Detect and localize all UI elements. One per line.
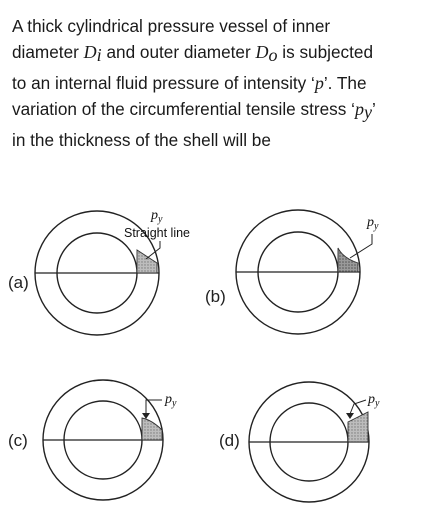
option-a-figure [8,208,190,335]
question-text-part: is subjected [277,41,374,62]
question-text-part: variation of the circumferential tensile stress ‘ [12,98,355,119]
stress-label: $p_y$ [368,392,380,409]
question-text-part: A thick cylindrical pressure vessel of inner [12,16,331,36]
question-text-part: to an internal fluid pressure of intensity ‘ [12,73,315,93]
outer-diameter-symbol: D [255,41,269,62]
arrow-head-icon [346,413,354,419]
stress-subscript: y [363,101,372,122]
stress-symbol: p [354,98,364,119]
leader-line [146,400,162,414]
pressure-symbol: p [314,73,324,93]
straight-line-note: Straight line [124,226,191,240]
inner-diameter-subscript: i [96,44,102,65]
leader-line [146,241,160,259]
stress-distribution [338,248,358,272]
stress-label: $p_y$ [367,215,379,232]
question-text-part: in the thickness of the shell will be [12,130,271,150]
inner-diameter-symbol: D [83,41,97,62]
question-text-part: ’ [371,98,376,119]
stress-distribution [137,250,157,273]
stress-label: $p_y$ [151,208,163,225]
option-b-figure [205,210,379,334]
stress-label: $p_y$ [165,392,177,409]
question-text-part: ’. The [323,73,367,93]
option-c-figure [8,380,177,500]
stress-distribution [142,418,162,440]
option-c-label: (c) [8,431,28,450]
outer-diameter-subscript: o [268,44,278,65]
leader-line [350,234,372,258]
question-text-part: and outer diameter [101,41,256,62]
option-d-label: (d) [219,431,240,450]
option-a-label: (a) [8,273,29,292]
option-b-label: (b) [205,287,226,306]
option-d-figure [219,382,380,502]
question-text-part: diameter [12,41,84,62]
